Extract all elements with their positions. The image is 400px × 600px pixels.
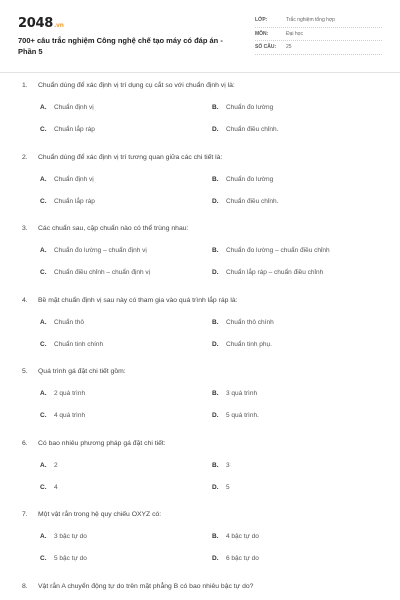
option-text: Chuẩn điều chỉnh. (226, 126, 279, 133)
question-number: 1. (22, 82, 28, 89)
question-prompt: Chuẩn dùng để xác định vị trí tương quan giữa các chi tiết là: (38, 153, 223, 161)
question-item (22, 297, 382, 369)
meta-value: Trắc nghiệm tổng hợp (286, 17, 335, 23)
answer-option[interactable] (40, 533, 87, 540)
question-number: 7. (22, 511, 28, 518)
option-text: Chuẩn định vị (54, 104, 94, 111)
option-text: Chuẩn đo lường – chuẩn điều chỉnh (226, 247, 330, 254)
answer-option[interactable] (40, 555, 87, 562)
question-item (22, 154, 382, 226)
answer-option[interactable] (40, 104, 94, 111)
option-text: Chuẩn tinh phụ. (226, 340, 272, 348)
answer-option[interactable] (40, 390, 85, 397)
option-letter: A. (40, 533, 47, 540)
option-letter: A. (40, 390, 47, 397)
answer-option[interactable] (40, 412, 85, 419)
option-text: Chuẩn định vị (54, 175, 94, 183)
question-text (22, 82, 235, 89)
option-text: 6 bậc tự do (226, 555, 259, 562)
option-text: 2 (54, 461, 58, 469)
option-letter: C. (40, 340, 47, 348)
question-prompt: Chuẩn dùng để xác định vị trí dụng cụ cắt so với chuẩn định vị là: (38, 82, 235, 89)
answer-option[interactable] (40, 126, 95, 133)
question-text (22, 583, 253, 590)
option-letter: D. (212, 555, 219, 562)
option-letter: A. (40, 461, 47, 469)
option-text: 2 quá trình (54, 390, 86, 397)
answer-option[interactable] (40, 269, 150, 276)
answer-option[interactable] (212, 247, 330, 254)
option-letter: B. (212, 175, 219, 183)
answer-option[interactable] (212, 555, 259, 562)
logo-text: 2048 (18, 16, 53, 31)
answer-option[interactable] (212, 390, 257, 397)
meta-value: Đại học (286, 30, 303, 37)
option-text: Chuẩn thô chính (226, 318, 274, 326)
question-number: 3. (22, 225, 28, 232)
option-text: Chuẩn đo lường (226, 175, 274, 183)
header-divider (0, 72, 400, 73)
question-number: 2. (22, 153, 28, 161)
page-header (18, 14, 382, 64)
meta-label: LỚP: (255, 17, 268, 23)
option-letter: D. (212, 269, 219, 276)
answer-option[interactable] (212, 412, 259, 419)
option-letter: B. (212, 461, 219, 469)
question-prompt: Vật rắn A chuyển động tự do trên mặt phẳng B có bao nhiêu bậc tự do? (38, 582, 254, 590)
question-list (22, 82, 382, 600)
meta-label: MÔN: (255, 30, 269, 37)
question-item (22, 511, 382, 583)
question-text (22, 297, 238, 304)
option-text: 5 bậc tự do (54, 555, 87, 562)
meta-label: SỐ CÂU: (255, 44, 277, 50)
option-text: 3 bậc tự do (54, 533, 87, 540)
answer-option[interactable] (40, 341, 103, 348)
question-number: 6. (22, 439, 28, 447)
answer-option[interactable] (212, 462, 230, 469)
option-text: 3 (226, 461, 230, 469)
option-text: Chuẩn điều chỉnh – chuẩn định vị (54, 269, 151, 276)
answer-option[interactable] (212, 319, 274, 326)
question-text (22, 368, 126, 375)
option-letter: B. (212, 104, 219, 111)
option-letter: B. (212, 318, 219, 326)
question-prompt: Một vật rắn trong hệ quy chiếu OXYZ có: (38, 511, 162, 518)
option-text: 4 bậc tự do (226, 533, 259, 540)
meta-row-subject (255, 28, 382, 42)
option-letter: A. (40, 104, 47, 111)
question-text (22, 154, 222, 161)
document-meta (255, 14, 382, 55)
option-letter: C. (40, 126, 47, 133)
question-number: 5. (22, 368, 28, 375)
option-text: 5 (226, 483, 230, 491)
option-letter: A. (40, 318, 47, 326)
option-letter: B. (212, 533, 219, 540)
option-letter: B. (212, 247, 219, 254)
option-text: Chuẩn đo lường (226, 104, 274, 111)
document-title: 700+ câu trắc nghiệm Công nghệ chế tạo máy có đáp án - Phần 5 (18, 36, 223, 56)
option-letter: D. (212, 483, 219, 491)
option-text: Chuẩn lắp ráp – chuẩn điều chỉnh (226, 269, 324, 276)
option-letter: A. (40, 247, 47, 254)
question-prompt: Các chuẩn sau, cặp chuẩn nào có thể trùng nhau: (38, 225, 189, 232)
option-text: Chuẩn lắp ráp (54, 126, 95, 133)
question-prompt: Có bao nhiêu phương pháp gá đặt chi tiết: (38, 439, 166, 447)
option-text: Chuẩn điều chỉnh. (226, 197, 279, 205)
meta-value: 25 (286, 44, 292, 50)
option-letter: B. (212, 390, 219, 397)
answer-option[interactable] (40, 462, 58, 469)
question-number: 4. (22, 296, 28, 304)
option-text: 3 quá trình (226, 390, 258, 397)
question-text (22, 440, 166, 447)
answer-option[interactable] (40, 484, 58, 491)
answer-option[interactable] (212, 126, 278, 133)
answer-option[interactable] (212, 269, 323, 276)
answer-option[interactable] (40, 198, 95, 205)
answer-option[interactable] (40, 247, 147, 254)
answer-option[interactable] (212, 484, 230, 491)
answer-option[interactable] (212, 533, 259, 540)
question-item (22, 583, 382, 600)
logo-suffix: .vn (53, 22, 64, 29)
question-item (22, 440, 382, 512)
answer-option[interactable] (212, 176, 273, 183)
option-letter: C. (40, 483, 47, 491)
question-item (22, 225, 382, 297)
answer-option[interactable] (212, 198, 278, 205)
question-text (22, 225, 188, 232)
option-text: Chuẩn tinh chính (54, 340, 104, 348)
meta-row-question-count (255, 41, 382, 55)
option-text: Chuẩn thô (54, 318, 84, 326)
option-letter: C. (40, 269, 47, 276)
option-letter: D. (212, 340, 219, 348)
option-text: Chuẩn đo lường – chuẩn định vị (54, 247, 147, 254)
option-letter: D. (212, 126, 219, 133)
option-letter: C. (40, 555, 47, 562)
answer-option[interactable] (40, 319, 84, 326)
option-letter: C. (40, 412, 47, 419)
site-logo[interactable] (18, 16, 64, 31)
question-prompt: Quá trình gá đặt chi tiết gồm: (38, 368, 126, 375)
answer-option[interactable] (212, 104, 273, 111)
answer-option[interactable] (40, 176, 94, 183)
option-letter: C. (40, 197, 47, 205)
question-prompt: Bề mặt chuẩn định vị sau này có tham gia vào quá trình lắp ráp là: (38, 296, 238, 304)
question-text (22, 511, 161, 518)
option-text: 5 quá trình. (226, 412, 259, 419)
question-item (22, 368, 382, 440)
option-letter: D. (212, 197, 219, 205)
question-number: 8. (22, 582, 28, 590)
option-text: Chuẩn lắp ráp (54, 197, 95, 205)
option-text: 4 (54, 483, 58, 491)
question-item (22, 82, 382, 154)
option-letter: A. (40, 175, 47, 183)
option-letter: D. (212, 412, 219, 419)
option-text: 4 quá trình (54, 412, 86, 419)
answer-option[interactable] (212, 341, 272, 348)
meta-row-class (255, 14, 382, 28)
